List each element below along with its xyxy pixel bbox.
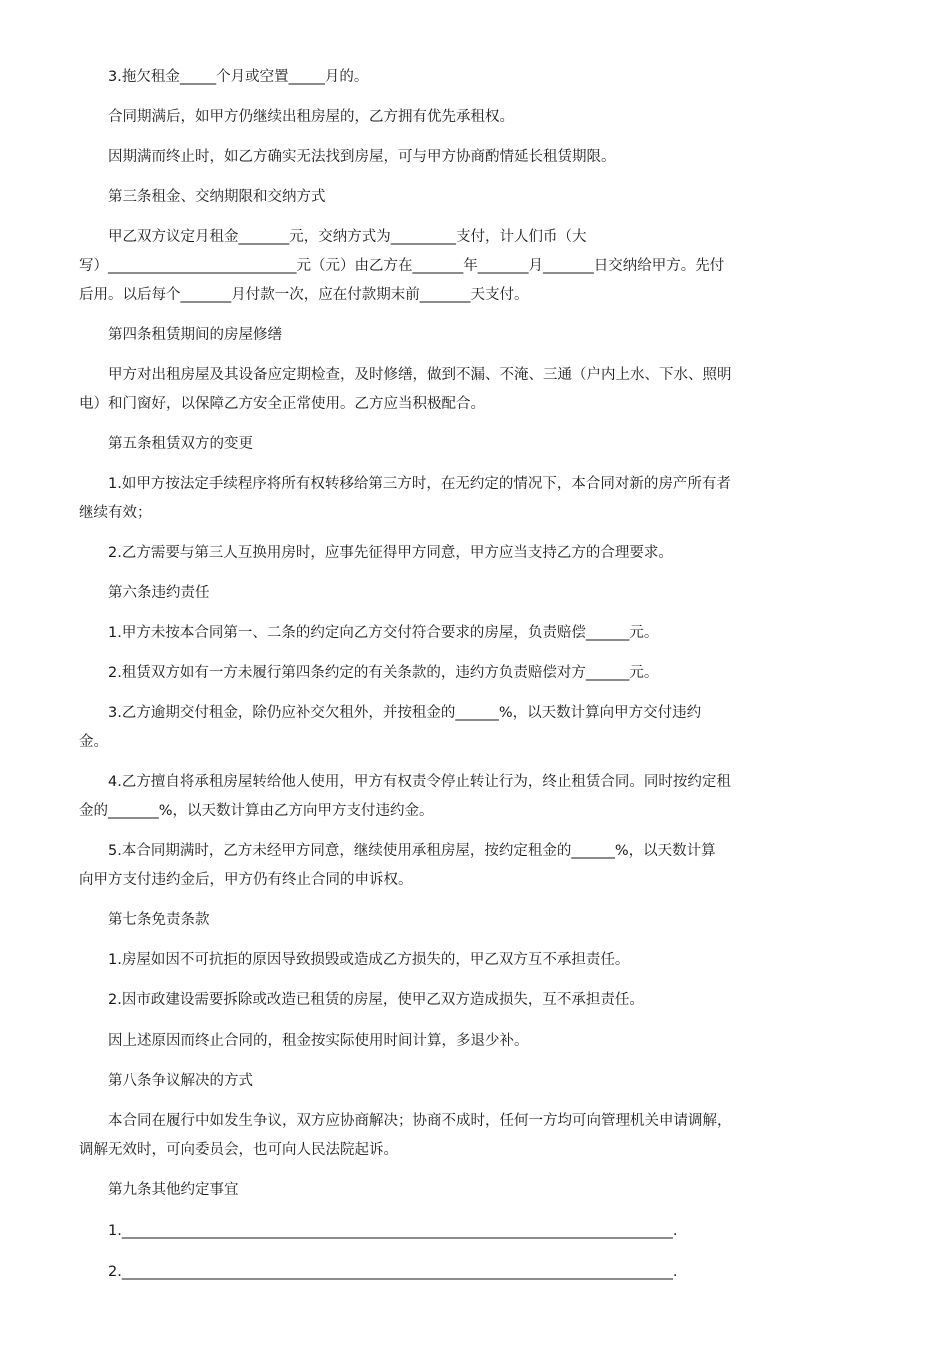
text-line: 电）和门窗好，以保障乙方安全正常使用。乙方应当积极配合。 [79,396,485,412]
text-line: 金的_______%，以天数计算由乙方向甲方支付违约金。 [79,803,434,819]
text-line: 1.如甲方按法定手续程序将所有权转移给第三方时，在无约定的情况下，本合同对新的房产所有者 [108,476,731,492]
section-heading: 第三条租金、交纳期限和交纳方式 [108,189,326,205]
text-line: 1.房屋如因不可抗拒的原因导致损毁或造成乙方损失的，甲乙双方互不承担责任。 [108,952,630,968]
text-line: 因期满而终止时，如乙方确实无法找到房屋，可与甲方协商酌情延长租赁期限。 [108,149,616,165]
text-line: 金。 [79,734,108,750]
text-line: 5.本合同期满时，乙方未经甲方同意，继续使用承租房屋，按约定租金的______%，以天数计算 [108,843,716,859]
blank-entry-line: 2.____________________________________________________________________________. [108,1264,678,1280]
text-line: 向甲方支付违约金后，甲方仍有终止合同的申诉权。 [79,872,413,888]
text-line: 因上述原因而终止合同的，租金按实际使用时间计算，多退少补。 [108,1033,529,1049]
text-line: 甲乙双方议定月租金_______元，交纳方式为_________支付，计人们币（大 [108,229,587,245]
section-heading: 第八条争议解决的方式 [108,1073,253,1089]
text-line: 写）__________________________元（元）由乙方在_______年_______月_______日交纳给甲方。先付 [79,258,725,274]
text-line: 2.乙方需要与第三人互换用房时，应事先征得甲方同意，甲方应当支持乙方的合理要求。 [108,545,673,561]
text-line: 1.甲方未按本合同第一、二条的约定向乙方交付符合要求的房屋，负责赔偿______元。 [108,625,659,641]
text-line: 甲方对出租房屋及其设备应定期检查，及时修缮，做到不漏、不淹、三通（户内上水、下水、照明 [108,367,732,383]
section-heading: 第九条其他约定事宜 [108,1182,239,1198]
text-line: 调解无效时，可向委员会，也可向人民法院起诉。 [79,1142,398,1158]
section-heading: 第五条租赁双方的变更 [108,436,253,452]
text-line: 后用。以后每个_______月付款一次，应在付款期末前_______天支付。 [79,287,529,303]
text-line: 2.因市政建设需要拆除或改造已租赁的房屋，使甲乙双方造成损失，互不承担责任。 [108,992,644,1008]
blank-entry-line: 1.____________________________________________________________________________. [108,1223,678,1239]
text-line: 3.拖欠租金_____个月或空置_____月的。 [108,69,369,85]
text-line: 继续有效； [79,505,152,521]
text-line: 2.租赁双方如有一方未履行第四条约定的有关条款的，违约方负责赔偿对方______元。 [108,665,659,681]
text-line: 合同期满后，如甲方仍继续出租房屋的，乙方拥有优先承租权。 [108,109,514,125]
section-heading: 第七条免责条款 [108,912,210,928]
text-line: 3.乙方逾期交付租金，除仍应补交欠租外，并按租金的______%，以天数计算向甲方交付违约 [108,705,702,721]
text-line: 4.乙方擅自将承租房屋转给他人使用，甲方有权责令停止转让行为，终止租赁合同。同时按约定租 [108,774,731,790]
section-heading: 第六条违约责任 [108,585,210,601]
section-heading: 第四条租赁期间的房屋修缮 [108,327,282,343]
text-line: 本合同在履行中如发生争议，双方应协商解决；协商不成时，任何一方均可向管理机关申请调解， [108,1113,732,1129]
